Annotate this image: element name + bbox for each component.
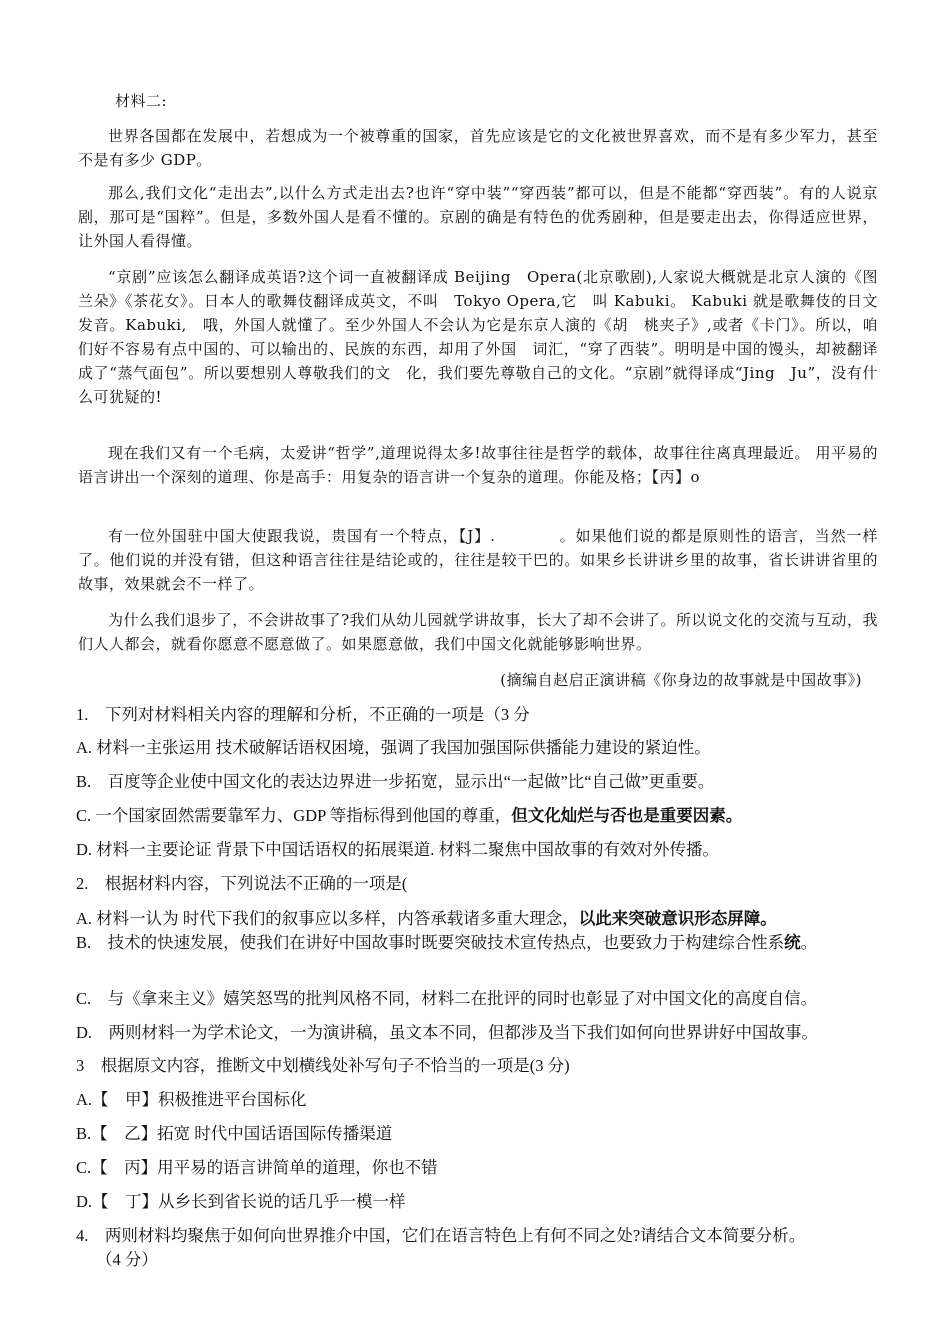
question-2-option-c: C. 与《拿来主义》嬉笑怒骂的批判风格不同，材料二在批评的同时也彰显了对中国文化的高度自信。 <box>76 989 818 1008</box>
question-2-stem: 2. 根据材料内容，下列说法不正确的一项是( <box>76 874 408 893</box>
question-1-option-b: B. 百度等企业使中国文化的表达边界进一步拓宽，显示出“一起做”比“自己做”更重要。 <box>76 772 715 791</box>
option-c-bold-text: 但文化灿烂与否也是重要因素。 <box>511 806 743 825</box>
paragraph-6: 为什么我们退步了，不会讲故事了?我们从幼儿园就学讲故事，长大了却不会讲了。所以说文化的交流与互动，我们人人都会，就看你愿意不愿意做了。如果愿意做，我们中国文化就能够影响世界。 <box>78 611 878 653</box>
option-c-text: C. 一个国家固然需要靠军力、GDP 等指标得到他国的尊重， <box>76 806 512 825</box>
option-b-end: 。 <box>800 933 818 952</box>
question-1-option-a: A. 材料一主张运用 技术破解话语权困境，强调了我国加强国际供播能力建设的紧迫性。 <box>76 738 711 757</box>
question-3-stem: 3 根据原文内容，推断文中划横线处补写句子不恰当的一项是(3 分) <box>76 1056 570 1075</box>
question-1-option-d: D. 材料一主要论证 背景下中国话语权的拓展渠道. 材料二聚焦中国故事的有效对外传播。 <box>76 840 720 859</box>
question-4-score: （4 分） <box>96 1250 158 1269</box>
paragraph-4: 现在我们又有一个毛病，太爱讲“哲学”,道理说得太多!故事往往是哲学的载体，故事往往离真理最近。 用平易的语言讲出一个深刻的道理、你是高手：用复杂的语言讲一个复杂的道理。你能及格；【丙】o <box>78 444 878 486</box>
material-heading: 材料二: <box>115 92 168 110</box>
question-3-option-a: A.【 甲】积极推进平台国标化 <box>76 1090 307 1109</box>
question-2-option-a <box>76 907 880 931</box>
source-citation: (摘编自赵启正演讲稿《你身边的故事就是中国故事》) <box>500 671 862 689</box>
question-3-option-b: B.【 乙】拓宽 时代中国话语国际传播渠道 <box>76 1124 393 1143</box>
option-a-bold-text: 以此来突破意识形态屏障。 <box>578 909 777 928</box>
question-1-option-c <box>76 804 880 828</box>
question-1-stem: 1. 下列对材料相关内容的理解和分析，不正确的一项是（3 分 <box>76 705 530 724</box>
question-2-option-b <box>76 931 880 955</box>
question-3-option-c: C.【 丙】用平易的语言讲简单的道理，你也不错 <box>76 1158 438 1177</box>
question-2-option-d: D. 两则材料一为学术论文，一为演讲稿，虽文本不同，但都涉及当下我们如何向世界讲好中国故事。 <box>76 1023 819 1042</box>
paragraph-2: 那么,我们文化“走出去”,以什么方式走出去?也许“穿中装”“穿西装”都可以，但是不能都“穿西装”。有的人说京剧，那可是“国粹”。但是，多数外国人是看不懂的。京剧的确是有特色的优秀剧种，但是要走出去，你得适应世界，让外国人看得懂。 <box>78 184 878 250</box>
paragraph-5: 有一位外国驻中国大使跟我说，贵国有一个特点，【J】. 。如果他们说的都是原则性的语言，当然一样了。他们说的并没有错，但这种语言往往是结论或的，往往是较干巴的。如果乡长讲讲乡里的故事，省长讲讲省里的故事，效果就会不一样了。 <box>78 527 878 593</box>
paragraph-3: “京剧”应该怎么翻译成英语?这个词一直被翻译成 Beijing Opera(北京歌剧),人家说大概就是北京人演的《图兰朵》《茶花女》。日本人的歌舞伎翻译成英文，不叫 Tokyo Opera,它 叫 Kabuki。 Kabuki 就是歌舞伎的日文发音。Kabuki, 哦，外国人就懂了。至少外国人不会认为它是东京人演的《胡 桃夹子》,或者《卡门》。所以，咱们好不容易有点中国的、可以输出的、民族的东西，却用了外国 词汇，“穿了西装”。明明是中国的馒头，却被翻译成了“蒸气面包”。所以要想别人尊敬我们的文 化，我们要先尊敬自己的文化。“京剧”就得译成“Jing Ju”，没有什么可犹疑的! <box>78 268 878 406</box>
option-b-text: B. 技术的快速发展，使我们在讲好中国故事时既要突破技术宣传热点，也要致力于构建综合性系 <box>76 933 785 952</box>
question-3-option-d: D.【 丁】从乡长到省长说的话几乎一模一样 <box>76 1192 406 1211</box>
question-4-stem: 4. 两则材料均聚焦于如何向世界推介中国，它们在语言特色上有何不同之处?请结合文本简要分析。 <box>76 1226 806 1245</box>
option-b-bold-text: 统 <box>784 933 801 952</box>
option-a-text: A. 材料一认为 时代下我们的叙事应以多样，内答承载诸多重大理念， <box>76 909 579 928</box>
paragraph-1: 世界各国都在发展中，若想成为一个被尊重的国家，首先应该是它的文化被世界喜欢，而不是有多少军力，甚至不是有多少 GDP。 <box>78 127 878 169</box>
